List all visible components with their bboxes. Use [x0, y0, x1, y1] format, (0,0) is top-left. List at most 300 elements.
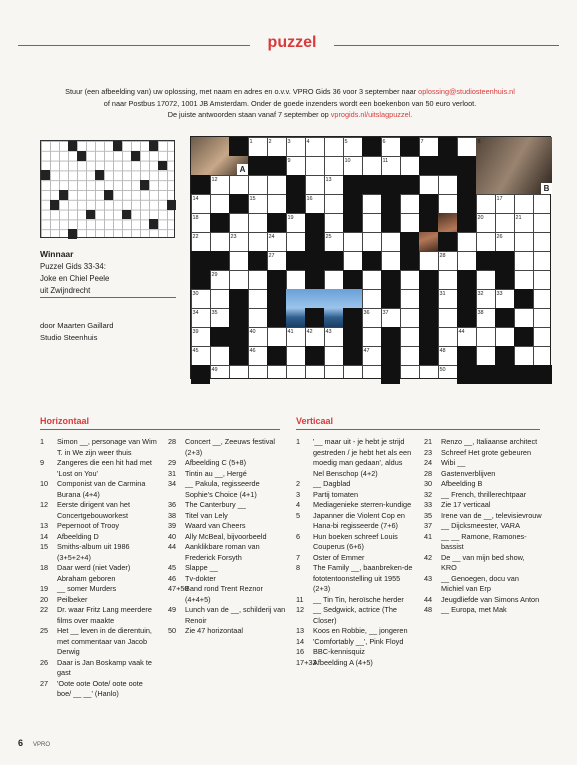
- clue-text: Lunch van de __, schilderij van Renoir: [185, 605, 286, 625]
- cell-number: 33: [496, 290, 503, 297]
- clue-item: [296, 563, 414, 595]
- clue-number: 17+33: [296, 657, 317, 667]
- clue-number: 2: [296, 479, 301, 488]
- clue-number: 14: [296, 636, 305, 646]
- clue-text: Zangeres die een hit had met 'Lost on You': [57, 458, 152, 478]
- mini-black-cell: [104, 190, 113, 200]
- clue-text: Afbeelding A (4+5): [313, 657, 373, 667]
- credit-block: [40, 320, 113, 344]
- clue-item: [168, 521, 286, 532]
- clue-number: 13: [40, 521, 49, 530]
- clue-text: Afbeelding B: [441, 479, 483, 488]
- black-cell: [381, 175, 400, 194]
- winner-block: [40, 248, 109, 297]
- clue-text: Irene van de __, televisievrouw: [441, 510, 542, 520]
- clue-number: 42: [424, 552, 433, 562]
- black-cell: [514, 289, 533, 308]
- cell-number: 21: [515, 214, 522, 221]
- clue-item: [168, 584, 286, 605]
- clue-number: 1: [296, 437, 301, 446]
- clue-item: [40, 658, 158, 679]
- cell-number: 6: [382, 138, 386, 145]
- clue-item: [168, 469, 286, 480]
- black-cell: [210, 251, 229, 270]
- clue-number: 24: [424, 458, 433, 467]
- cell-number: 18: [192, 214, 199, 221]
- clue-text: Het __ leven in de dierentuin, met commentaar van Jacob Derwig: [57, 626, 152, 656]
- clue-number: 25: [40, 626, 49, 635]
- clue-item: [296, 511, 414, 532]
- clue-item: [296, 605, 414, 626]
- clue-item: [40, 437, 158, 458]
- cell-number: 38: [477, 309, 484, 316]
- cell-number: 20: [477, 214, 484, 221]
- clue-text: Oster of Emmer: [313, 552, 365, 562]
- clue-item: [40, 458, 158, 479]
- intro-line2: of naar Postbus 17072, 1001 JB Amsterdam. Onder de goede inzenders wordt een boekenbon van 50 euro verloot.: [103, 98, 477, 108]
- clue-number: 27: [40, 678, 49, 688]
- clue-number: 23: [424, 447, 433, 457]
- black-cell: [514, 327, 533, 346]
- clue-item: [40, 595, 158, 606]
- clue-number: 33: [424, 500, 433, 509]
- mini-black-cell: [59, 190, 68, 200]
- clue-number: 3: [296, 489, 301, 499]
- cell-number: 11: [382, 157, 389, 164]
- cell-number: 1: [249, 138, 253, 145]
- clue-item: [40, 584, 158, 595]
- badge-b: B: [541, 183, 552, 194]
- clue-item: [296, 658, 414, 669]
- clue-text: Daar is Jan Boskamp vaak te gast: [57, 657, 152, 677]
- black-cell: [381, 213, 400, 232]
- clue-number: 43: [424, 573, 433, 583]
- clue-item: [424, 511, 542, 522]
- clue-item: [168, 542, 286, 563]
- black-cell: [381, 289, 400, 308]
- clue-number: 10: [40, 479, 49, 488]
- cell-number: 43: [325, 328, 332, 335]
- clue-item: [40, 605, 158, 626]
- black-cell: [305, 213, 324, 232]
- clue-item: [296, 479, 414, 490]
- clue-text: Waard van Cheers: [185, 521, 246, 530]
- black-cell: [229, 308, 248, 327]
- clue-number: 49: [168, 605, 177, 614]
- clue-item: [296, 437, 414, 479]
- clue-number: 38: [168, 510, 177, 520]
- clue-item: [40, 479, 158, 500]
- cell-number: 34: [192, 309, 199, 316]
- black-cell: [229, 289, 248, 308]
- winner-line1: Puzzel Gids 33-34:: [40, 262, 106, 271]
- black-cell: [267, 308, 286, 327]
- cell-number: 15: [249, 195, 256, 202]
- results-url[interactable]: vprogids.nl/uitslagpuzzel.: [330, 110, 413, 119]
- clue-text: Zie 47 horizontaal: [185, 626, 244, 635]
- clue-text: Band rond Trent Reznor (4+4+5): [185, 584, 263, 604]
- black-cell: [305, 308, 324, 327]
- clue-number: 48: [424, 605, 433, 614]
- black-cell: [533, 365, 552, 384]
- submission-email[interactable]: oplossing@studiosteenhuis.nl: [418, 87, 515, 96]
- cell-number: 27: [268, 252, 275, 259]
- clue-text: Pepernoot of Trooy: [57, 521, 120, 530]
- black-cell: [343, 327, 362, 346]
- black-cell: [419, 194, 438, 213]
- clue-number: 36: [168, 500, 177, 509]
- black-cell: [305, 346, 324, 365]
- black-cell: [476, 365, 495, 384]
- black-cell: [457, 270, 476, 289]
- cell-number: 29: [211, 271, 218, 278]
- cell-number: 23: [230, 233, 237, 240]
- clue-item: [296, 500, 414, 511]
- clue-text: Afbeelding C (5+8): [185, 458, 247, 467]
- crossword-grid[interactable]: [190, 136, 551, 379]
- mini-black-cell: [77, 151, 86, 161]
- clue-item: [296, 626, 414, 637]
- black-cell: [267, 156, 286, 175]
- intro-line3: De juiste antwoorden staan vanaf 7 september op: [167, 110, 331, 119]
- clue-number: 39: [168, 521, 177, 530]
- clue-text: Concert __, Zeeuws festival (2+3): [185, 437, 276, 457]
- black-cell: [267, 289, 286, 308]
- clue-number: 35: [424, 510, 433, 520]
- clue-number: 20: [40, 594, 49, 604]
- black-cell: [495, 365, 514, 384]
- black-cell: [495, 346, 514, 365]
- clue-item: [424, 469, 542, 480]
- black-cell: [438, 156, 457, 175]
- mini-black-cell: [68, 141, 77, 151]
- black-cell: [343, 270, 362, 289]
- clue-number: 6: [296, 531, 301, 541]
- page-footer: [18, 738, 50, 748]
- black-cell: [400, 175, 419, 194]
- clue-number: 26: [40, 657, 49, 667]
- clue-number: 21: [424, 437, 433, 446]
- black-cell: [248, 156, 267, 175]
- rule-horizontaal: [40, 429, 280, 430]
- mini-black-cell: [140, 180, 149, 190]
- cell-number: 8: [477, 138, 481, 145]
- clue-item: [168, 479, 286, 500]
- clue-number: 37: [424, 521, 433, 530]
- black-cell: [457, 365, 476, 384]
- black-cell: [286, 194, 305, 213]
- clue-item: [424, 479, 542, 490]
- black-cell: [514, 365, 533, 384]
- clue-number: 7: [296, 552, 301, 562]
- clue-text: Schreef Het grote gebeuren: [441, 447, 532, 457]
- black-cell: [495, 251, 514, 270]
- clue-text: Gastenverblijven: [441, 468, 496, 478]
- black-cell: [343, 213, 362, 232]
- clue-item: [168, 626, 286, 637]
- black-cell: [343, 194, 362, 213]
- clue-item: [168, 605, 286, 626]
- clue-number: 5: [296, 510, 301, 520]
- clue-number: 28: [424, 468, 433, 478]
- cell-number: 7: [420, 138, 424, 145]
- black-cell: [476, 251, 495, 270]
- clue-text: Eerste dirigent van het Concertgebouworkest: [57, 500, 131, 520]
- clue-text: Hun boeken schreef Louis Couperus (6+6): [313, 531, 398, 551]
- black-cell: [457, 175, 476, 194]
- mini-black-cell: [86, 210, 95, 220]
- black-cell: [495, 270, 514, 289]
- clue-item: [424, 605, 542, 616]
- page-title: puzzel: [267, 34, 317, 51]
- cell-number: 50: [439, 366, 446, 373]
- clue-text: Simon __, personage van Wim T. in We zijn weer thuis: [57, 437, 157, 457]
- black-cell: [419, 327, 438, 346]
- clue-item: [424, 490, 542, 501]
- intro-line1: Stuur (een afbeelding van) uw oplossing, met naam en adres en o.v.v. VPRO Gids 36 voor 3 september naar: [65, 87, 419, 96]
- clue-text: __ Europa, met Mak: [441, 605, 507, 614]
- clue-number: 40: [168, 531, 177, 541]
- black-cell: [191, 270, 210, 289]
- clue-text: __ French, thrillerechtpaar: [441, 489, 527, 499]
- mini-black-cell: [131, 151, 140, 161]
- clue-text: '__ maar uit - je hebt je strijd gestreden / je hebt het als een moedig man gedaan', aldus Nel Benschop (4+2): [313, 437, 412, 478]
- clue-item: [40, 532, 158, 543]
- mini-black-cell: [167, 200, 176, 210]
- clue-text: Dr. waar Fritz Lang meerdere films over maakte: [57, 605, 152, 625]
- cell-number: 39: [192, 328, 199, 335]
- clue-item: [168, 500, 286, 511]
- cell-number: 31: [439, 290, 446, 297]
- clue-item: [168, 458, 286, 469]
- clue-item: [40, 679, 158, 700]
- cell-number: 19: [287, 214, 294, 221]
- black-cell: [381, 327, 400, 346]
- cell-number: 48: [439, 347, 446, 354]
- clue-text: Smiths-album uit 1986 (3+5+2+4): [57, 542, 130, 562]
- black-cell: [438, 137, 457, 156]
- cell-number: 17: [496, 195, 503, 202]
- cell-number: 26: [496, 233, 503, 240]
- clue-text: Jeugdliefde van Simons Anton: [441, 594, 540, 604]
- black-cell: [457, 213, 476, 232]
- photo-b: [476, 137, 552, 194]
- clue-number: 14: [40, 531, 49, 541]
- clue-item: [424, 458, 542, 469]
- clue-number: 50: [168, 626, 177, 635]
- black-cell: [229, 194, 248, 213]
- clue-number: 1: [40, 437, 45, 446]
- clue-number: 15: [40, 542, 49, 551]
- clue-number: 31: [168, 468, 177, 478]
- clue-text: De __ van mijn bed show, KRO: [441, 552, 525, 572]
- black-cell: [457, 308, 476, 327]
- clue-text: Tv-dokter: [185, 573, 216, 583]
- clue-item: [424, 553, 542, 574]
- clue-number: 46: [168, 573, 177, 583]
- cell-number: 45: [192, 347, 199, 354]
- cell-number: 46: [249, 347, 256, 354]
- black-cell: [305, 232, 324, 251]
- clue-item: [424, 532, 542, 553]
- clue-item: [296, 637, 414, 648]
- clue-item: [296, 553, 414, 564]
- clue-text: __ Sedgwick, actrice (The Closer): [313, 605, 397, 625]
- cell-number: 40: [249, 328, 256, 335]
- mini-black-cell: [68, 229, 77, 239]
- clue-number: 12: [296, 605, 305, 614]
- clue-text: __ Dagblad: [313, 479, 351, 488]
- black-cell: [305, 270, 324, 289]
- black-cell: [362, 175, 381, 194]
- mini-black-cell: [113, 141, 122, 151]
- clue-text: __ Dijcksmeester, VARA: [441, 521, 520, 530]
- clue-item: [40, 542, 158, 563]
- black-cell: [381, 194, 400, 213]
- black-cell: [419, 270, 438, 289]
- black-cell: [343, 346, 362, 365]
- clue-item: [296, 647, 414, 658]
- clues-verticaal-col1: [296, 437, 414, 668]
- black-cell: [343, 308, 362, 327]
- clue-item: [424, 448, 542, 459]
- mini-black-cell: [158, 161, 167, 171]
- mini-black-cell: [149, 219, 158, 229]
- black-cell: [191, 251, 210, 270]
- mini-black-cell: [149, 141, 158, 151]
- cell-number: 13: [325, 176, 332, 183]
- badge-a: A: [237, 164, 248, 175]
- cell-number: 2: [268, 138, 272, 145]
- black-cell: [419, 346, 438, 365]
- cell-number: 35: [211, 309, 218, 316]
- black-cell: [343, 175, 362, 194]
- clue-text: Mediagenieke sterren-kundige: [313, 500, 412, 509]
- black-cell: [210, 327, 229, 346]
- cell-number: 49: [211, 366, 218, 373]
- clue-item: [424, 521, 542, 532]
- clue-item: [40, 626, 158, 658]
- cell-number: 16: [306, 195, 313, 202]
- clue-number: 30: [424, 479, 433, 488]
- black-cell: [229, 327, 248, 346]
- credit-studio: Studio Steenhuis: [40, 333, 98, 342]
- clue-text: BBC-kennisquiz: [313, 647, 365, 656]
- mini-black-cell: [122, 210, 131, 220]
- clue-text: __ Tin Tin, heroïsche herder: [313, 594, 404, 604]
- black-cell: [229, 346, 248, 365]
- winner-line3: uit Zwijndrecht: [40, 286, 91, 295]
- cell-number: 42: [306, 328, 313, 335]
- black-cell: [457, 194, 476, 213]
- cell-number: 24: [268, 233, 275, 240]
- clue-text: Slappe __: [185, 563, 218, 572]
- page-header: [18, 34, 559, 56]
- section-verticaal: Verticaal: [296, 416, 334, 426]
- clue-item: [168, 437, 286, 458]
- header-rule-right: [334, 45, 559, 46]
- winner-heading: Winnaar: [40, 249, 74, 259]
- mini-black-cell: [95, 170, 104, 180]
- black-cell: [248, 251, 267, 270]
- black-cell: [400, 251, 419, 270]
- clue-number: 18: [40, 563, 49, 572]
- clue-text: Koos en Robbie, __ jongeren: [313, 626, 408, 635]
- black-cell: [381, 270, 400, 289]
- clue-number: 47+50: [168, 584, 189, 593]
- black-cell: [191, 365, 210, 384]
- black-cell: [400, 137, 419, 156]
- black-cell: [210, 213, 229, 232]
- clue-item: [168, 511, 286, 522]
- clue-item: [424, 500, 542, 511]
- clue-number: 28: [168, 437, 177, 446]
- cell-number: 36: [363, 309, 370, 316]
- clue-item: [424, 595, 542, 606]
- black-cell: [267, 270, 286, 289]
- clue-number: 8: [296, 563, 301, 572]
- clue-number: 34: [168, 479, 177, 488]
- clue-text: The Family __, baanbreken-de fototentoonstelling uit 1955 (2+3): [313, 563, 413, 593]
- cell-number: 25: [325, 233, 332, 240]
- clue-item: [296, 595, 414, 606]
- cell-number: 28: [439, 252, 446, 259]
- clue-item: [40, 521, 158, 532]
- clue-text: Wibi __: [441, 458, 466, 467]
- clue-text: Tintin au __, Hergé: [185, 468, 247, 478]
- black-cell: [419, 308, 438, 327]
- clue-text: Renzo __, Italiaanse architect: [441, 437, 538, 446]
- cell-number: 44: [458, 328, 465, 335]
- clue-item: [296, 490, 414, 501]
- clue-text: Titel van Lely: [185, 510, 228, 520]
- clue-number: 44: [168, 542, 177, 551]
- divider: [40, 297, 176, 298]
- cell-number: 41: [287, 328, 294, 335]
- clue-number: 41: [424, 531, 433, 541]
- black-cell: [191, 175, 210, 194]
- winner-line2: Joke en Chiel Peele: [40, 274, 110, 283]
- clue-number: 12: [40, 500, 49, 509]
- black-cell: [438, 232, 457, 251]
- black-cell: [362, 137, 381, 156]
- clue-text: Ally McBeal, bijvoorbeeld: [185, 531, 267, 541]
- black-cell: [495, 308, 514, 327]
- section-horizontaal: Horizontaal: [40, 416, 90, 426]
- credit-author: door Maarten Gaillard: [40, 321, 114, 330]
- cell-number: 9: [287, 157, 291, 164]
- clue-text: __ Genoegen, docu van Michiel van Erp: [441, 573, 519, 593]
- cell-number: 30: [192, 290, 199, 297]
- clue-number: 4: [296, 500, 301, 509]
- cell-number: 22: [192, 233, 199, 240]
- clue-item: [168, 563, 286, 574]
- black-cell: [286, 175, 305, 194]
- page-number: 6: [18, 738, 24, 748]
- cell-number: 5: [344, 138, 348, 145]
- clue-text: 'Comfortably __', Pink Floyd: [313, 636, 404, 646]
- clue-item: [424, 437, 542, 448]
- clue-item: [296, 532, 414, 553]
- clue-text: 'Oote oote Oote/ oote oote boe/ __ __' (Hanlo): [57, 678, 143, 698]
- black-cell: [229, 137, 248, 156]
- black-cell: [362, 251, 381, 270]
- black-cell: [267, 346, 286, 365]
- cell-number: 3: [287, 138, 291, 145]
- instructions: [40, 86, 540, 121]
- clue-number: 22: [40, 605, 49, 614]
- black-cell: [324, 251, 343, 270]
